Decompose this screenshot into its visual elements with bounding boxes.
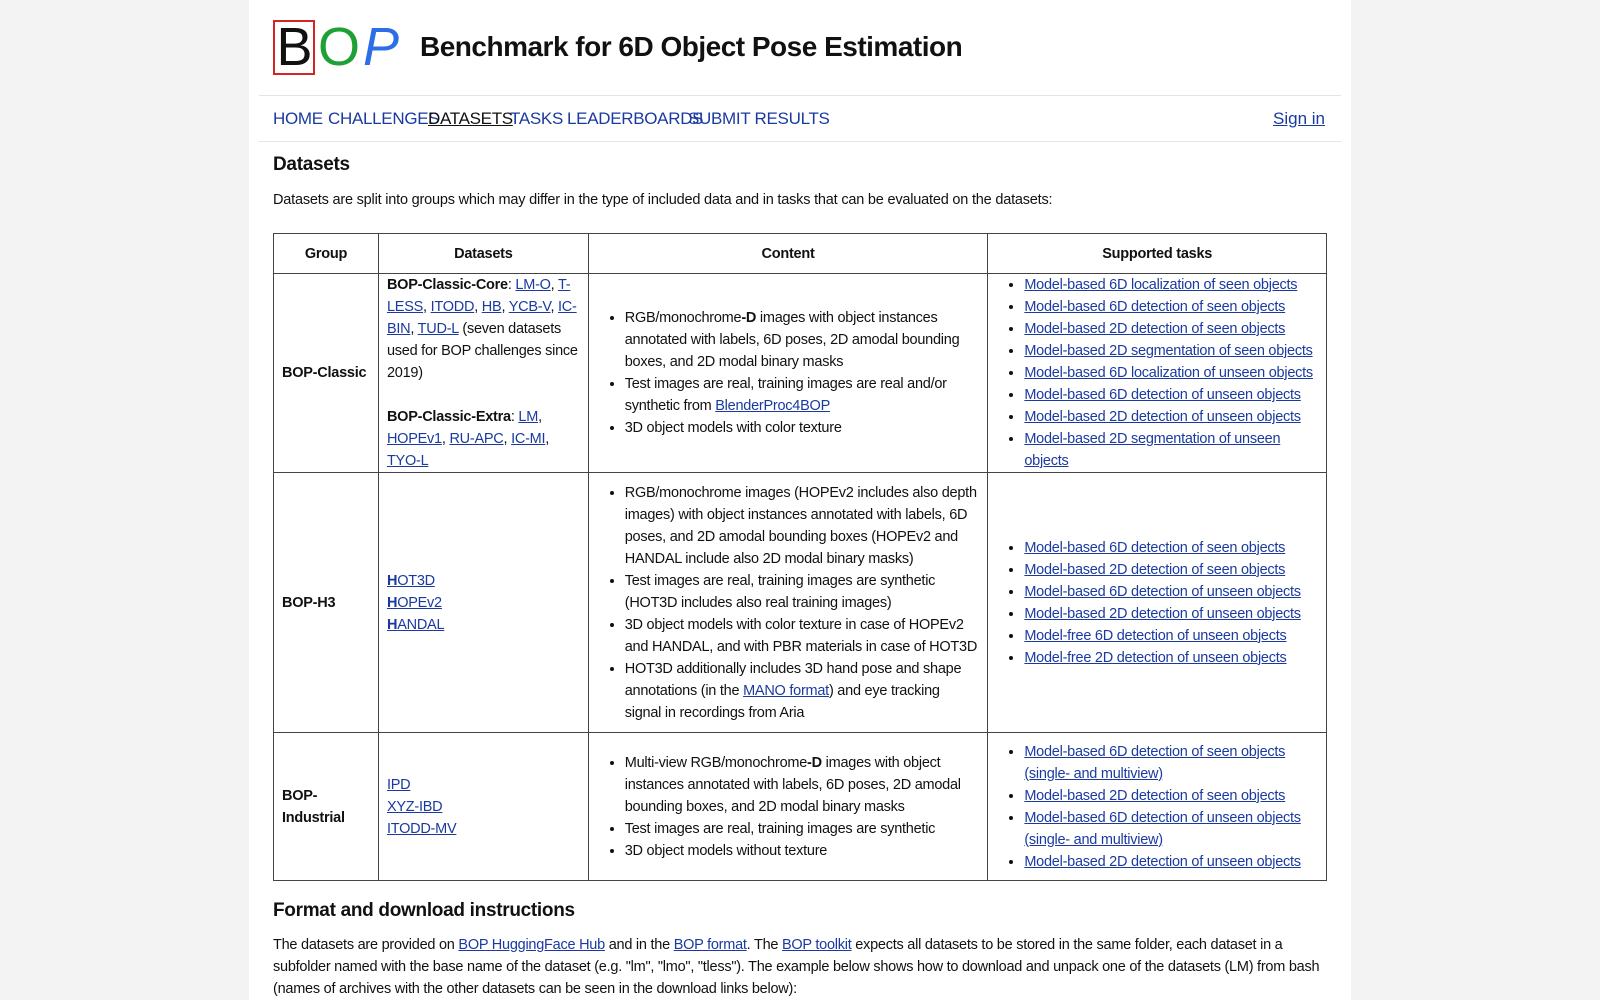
page-container — [249, 0, 1351, 1000]
dataset-link-hopev2[interactable]: HOPEv2 — [386, 594, 442, 611]
task-link[interactable]: Model-based 2D detection of unseen objects — [1024, 605, 1301, 622]
list-item: • Multi-view RGB/monochrome-D images with object instances annotated with labels, 6D poses, 2D amodal bounding boxes, and 2D modal binary masks — [625, 752, 980, 818]
datasets-cell: BOP-Classic-Core: LM-O, T-LESS, ITODD, HB, YCB-V, IC-BIN, TUD-L (seven datasets used for BOP challenges since 2019) BOP-Classic-Extra: LM, HOPEv1, RU-APC, IC-MI, TYO-L — [378, 274, 588, 473]
task-link[interactable]: Model-based 6D detection of seen objects (single- and multiview) — [1024, 743, 1286, 782]
list-item: • Test images are real, training images are synthetic (HOT3D includes also real training images) — [625, 570, 980, 614]
group-cell: BOP-Classic — [274, 274, 379, 473]
sign-in-link[interactable]: Sign in — [1273, 109, 1325, 128]
logo-letter-o: O — [318, 17, 361, 77]
blenderproc-link[interactable]: BlenderProc4BOP — [715, 398, 830, 414]
nav-challenges[interactable]: CHALLENGES — [328, 109, 440, 128]
site-header — [249, 0, 1351, 95]
col-header-datasets: Datasets — [378, 234, 588, 274]
dataset-link-ipd[interactable]: IPD — [386, 776, 411, 793]
table-header-row — [274, 234, 1327, 274]
task-link[interactable]: Model-based 6D detection of seen objects — [1024, 299, 1286, 315]
col-header-group: Group — [274, 234, 379, 274]
table-row — [274, 274, 1327, 473]
intro-text: Datasets are split into groups which may differ in the type of included data and in tasks that can be evaluated on the datasets: — [273, 192, 1053, 208]
dataset-link-xyz-ibd[interactable]: XYZ-IBD — [386, 798, 443, 815]
dataset-link-handal[interactable]: HANDAL — [386, 616, 445, 633]
task-link[interactable]: Model-based 2D segmentation of unseen objects — [1024, 431, 1281, 469]
list-item: • 3D object models with color texture — [625, 417, 980, 439]
datasets-cell — [378, 733, 588, 881]
list-item: • 3D object models without texture — [625, 840, 980, 862]
task-link[interactable]: Model-based 6D localization of unseen objects — [1024, 365, 1313, 381]
dataset-link-hot3d[interactable]: HOT3D — [386, 572, 435, 589]
core-note: (seven datasets used for BOP challenges since 2019) — [386, 321, 578, 381]
task-link[interactable]: Model-based 2D detection of seen objects — [1024, 321, 1286, 337]
nav-leaderboards[interactable]: LEADERBOARDS — [567, 109, 704, 128]
dataset-link[interactable]: RU-APC — [449, 431, 504, 447]
dataset-link[interactable]: TUD-L — [417, 321, 459, 337]
task-link[interactable]: Model-based 2D detection of unseen objects — [1024, 409, 1301, 425]
format-paragraph: The datasets are provided on BOP HuggingFace Hub and in the BOP format. The BOP toolkit expects all datasets to be stored in the same folder, each dataset in a subfolder named with the base name of the dataset (e.g. "lm", "lmo", "tless"). The example below shows how to download and unpack one of the datasets (LM) from bash (names of archives with the other datasets can be seen in the download links below): — [273, 937, 1320, 997]
nav-tasks[interactable]: TASKS — [510, 109, 563, 128]
task-link[interactable]: Model-based 2D detection of seen objects — [1024, 561, 1286, 578]
nav-datasets[interactable]: DATASETS — [428, 109, 513, 128]
list-item: • HOT3D additionally includes 3D hand pose and shape annotations (in the MANO format) and eye tracking signal in recordings from Aria — [625, 658, 980, 724]
dataset-link[interactable]: HOPEv1 — [386, 431, 442, 447]
dataset-link[interactable]: YCB-V — [508, 299, 551, 315]
main-nav — [259, 95, 1341, 142]
task-link[interactable]: Model-based 2D segmentation of seen objects — [1024, 343, 1313, 359]
tasks-cell — [988, 473, 1327, 733]
group-cell: BOP-H3 — [274, 473, 379, 733]
content-cell — [588, 473, 988, 733]
site-title: Benchmark for 6D Object Pose Estimation — [420, 31, 963, 62]
bop-format-link[interactable]: BOP format — [673, 937, 747, 953]
bop-logo[interactable] — [273, 17, 403, 77]
list-item: • RGB/monochrome images (HOPEv2 includes also depth images) with object instances annotated with labels, 6D poses, and 2D amodal bounding boxes (HOPEv2 and HANDAL include also 2D modal binary masks) — [625, 482, 980, 570]
tasks-cell — [988, 274, 1327, 473]
huggingface-link[interactable]: BOP HuggingFace Hub — [458, 937, 605, 953]
dataset-link[interactable]: T-LESS — [386, 277, 571, 315]
logo-letter-p: P — [363, 17, 400, 77]
task-link[interactable]: Model-based 6D detection of seen objects — [1024, 539, 1286, 556]
dataset-link-itodd-mv[interactable]: ITODD-MV — [386, 820, 457, 837]
logo-letter-b: B — [273, 20, 315, 75]
dataset-link[interactable]: IC-MI — [511, 431, 546, 447]
table-row — [274, 473, 1327, 733]
task-link[interactable]: Model-based 6D detection of unseen objects — [1024, 387, 1301, 403]
nav-submit-results[interactable]: SUBMIT RESULTS — [688, 109, 830, 128]
mano-format-link[interactable]: MANO format — [743, 682, 829, 699]
task-link[interactable]: Model-based 2D detection of seen objects — [1024, 787, 1286, 804]
datasets-cell — [378, 473, 588, 733]
task-link[interactable]: Model-free 2D detection of unseen objects — [1024, 649, 1287, 666]
group-cell: BOP-Industrial — [274, 733, 379, 881]
task-link[interactable]: Model-based 6D localization of seen objects — [1024, 277, 1298, 293]
content-cell — [588, 274, 988, 473]
list-item: • 3D object models with color texture in case of HOPEv2 and HANDAL, and with PBR materials in case of HOT3D — [625, 614, 980, 658]
dataset-link[interactable]: ITODD — [430, 299, 475, 315]
extra-label: BOP-Classic-Extra — [386, 409, 511, 425]
datasets-table — [273, 233, 1327, 881]
bop-toolkit-link[interactable]: BOP toolkit — [781, 937, 852, 953]
dataset-link[interactable]: IC-BIN — [386, 299, 577, 337]
table-row — [274, 733, 1327, 881]
nav-home[interactable]: HOME — [273, 109, 323, 128]
col-header-content: Content — [588, 234, 988, 274]
tasks-cell — [988, 733, 1327, 881]
content-cell — [588, 733, 988, 881]
section-title-format: Format and download instructions — [273, 900, 575, 921]
core-label: BOP-Classic-Core — [386, 277, 508, 293]
dataset-link[interactable]: TYO-L — [386, 453, 429, 469]
list-item: • RGB/monochrome-D images with object instances annotated with labels, 6D poses, 2D amodal bounding boxes, and 2D modal binary masks — [625, 307, 980, 373]
page-title: Datasets — [273, 154, 350, 175]
task-link[interactable]: Model-based 6D detection of unseen objects (single- and multiview) — [1024, 809, 1301, 848]
dataset-link[interactable]: LM — [518, 409, 539, 425]
task-link[interactable]: Model-based 2D detection of unseen objects — [1024, 853, 1301, 870]
dataset-link[interactable]: LM-O — [515, 277, 551, 293]
task-link[interactable]: Model-based 6D detection of unseen objects — [1024, 583, 1301, 600]
task-link[interactable]: Model-free 6D detection of unseen objects — [1024, 627, 1287, 644]
col-header-tasks: Supported tasks — [988, 234, 1327, 274]
list-item: • Test images are real, training images are synthetic — [625, 818, 980, 840]
list-item: • Test images are real, training images are real and/or synthetic from BlenderProc4BOP — [625, 373, 980, 417]
dataset-link[interactable]: HB — [481, 299, 502, 315]
